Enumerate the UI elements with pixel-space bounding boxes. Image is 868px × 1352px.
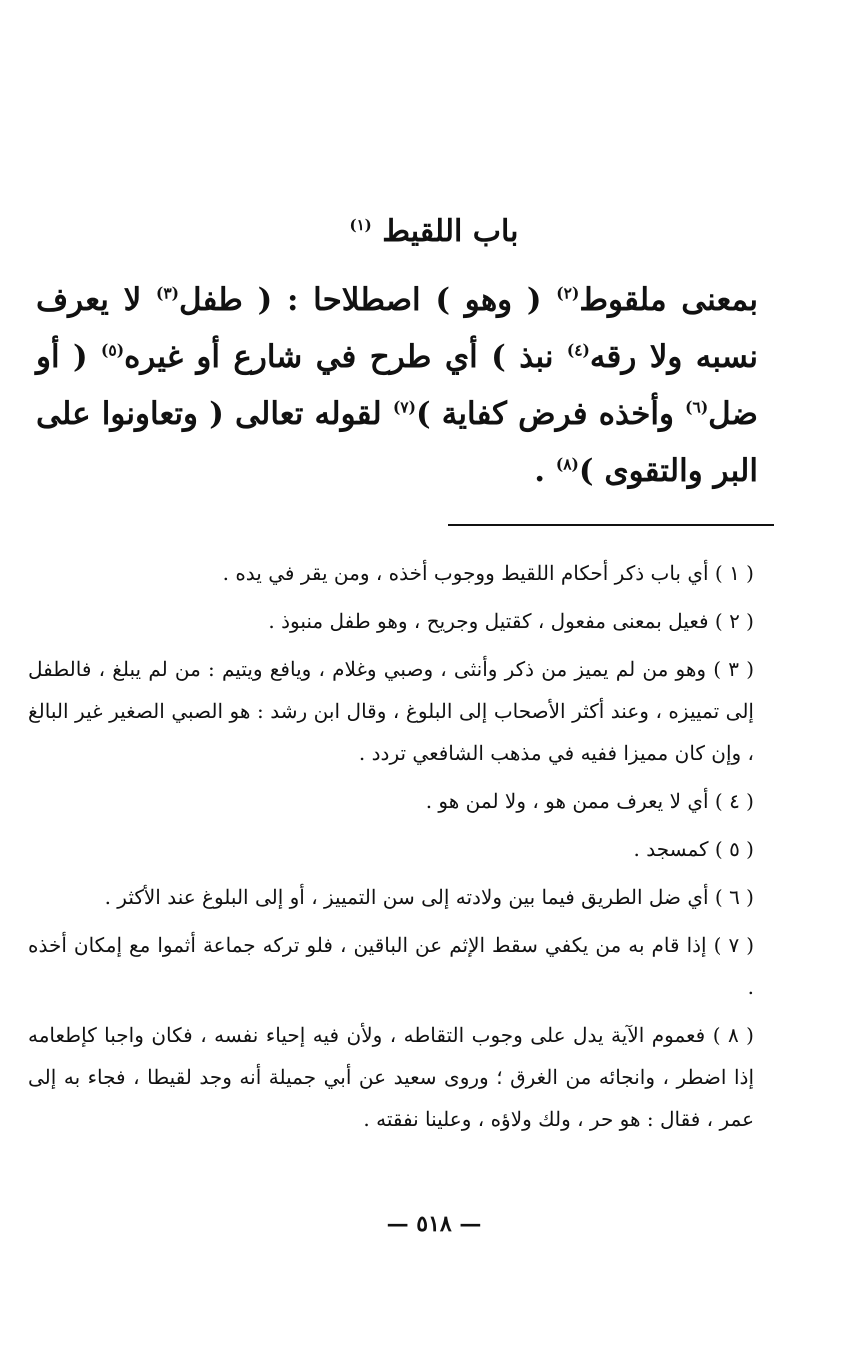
footnote-4: ( ٤ ) أي لا يعرف ممن هو ، ولا لمن هو . [425, 789, 754, 813]
footnote-7: ( ٧ ) إذا قام به من يكفي سقط الإثم عن الباقين ، فلو تركه جماعة أثموا مع إمكان أخذه . [28, 933, 754, 999]
footnotes [28, 552, 754, 1146]
main-segment: لا يعرف نسبه ولا رقه [36, 282, 759, 375]
note-ref: (٢) [556, 283, 580, 303]
main-segment: ( أو ضل [36, 339, 758, 432]
footnote-3: ( ٣ ) وهو من لم يميز من ذكر وأنثى ، وصبي وغلام ، ويافع ويتيم : من لم يبلغ ، فالطفل إلى تمييزه ، وعند أكثر الأصحاب إلى البلوغ ، وقال ابن رشد : هو الصبي الصغير غير البالغ ، وإن كان مميزا ففيه في مذهب الشافعي تردد . [28, 657, 754, 765]
footnote-1: ( ١ ) أي باب ذكر أحكام اللقيط ووجوب أخذه ، ومن يقر في يده . [222, 561, 754, 585]
footnote-5: ( ٥ ) كمسجد . [633, 837, 754, 861]
chapter-heading [0, 208, 868, 256]
main-segment: لقوله تعالى ( وتعاونوا على البر والتقوى ) [36, 396, 758, 489]
footnote-6: ( ٦ ) أي ضل الطريق فيما بين ولادته إلى سن التمييز ، أو إلى البلوغ عند الأكثر . [104, 885, 754, 909]
note-ref: (٦) [685, 397, 709, 417]
main-paragraph [36, 272, 758, 500]
note-ref: (٨) [555, 454, 579, 474]
main-segment: وأخذه فرض كفاية ) [415, 396, 686, 432]
main-text [36, 272, 758, 500]
main-segment: بمعنى ملقوط [579, 282, 758, 318]
page-number: — ٥١٨ — [386, 1211, 482, 1237]
main-segment: ( وهو ) اصطلاحا : ( طفل [179, 282, 557, 318]
footnote-separator [448, 524, 774, 526]
note-ref: (٧) [392, 397, 416, 417]
note-ref: (٣) [156, 283, 180, 303]
heading-note-ref: (١) [349, 216, 372, 234]
main-segment: . [534, 453, 556, 489]
footnote-8: ( ٨ ) فعموم الآية يدل على وجوب التقاطه ، ولأن فيه إحياء نفسه ، فكان واجبا كإطعامه إذا اضطر ، وانجائه من الغرق ؛ وروى سعيد عن أبي جميلة أنه وجد لقيطا ، فجاء به إلى عمر ، فقال : هو حر ، ولك ولاؤه ، وعلينا نفقته . [28, 1023, 755, 1131]
chapter-title: باب اللقيط [382, 214, 519, 249]
note-ref: (٤) [566, 340, 590, 360]
footnote-2: ( ٢ ) فعيل بمعنى مفعول ، كقتيل وجريح ، وهو طفل منبوذ . [268, 609, 754, 633]
note-ref: (٥) [101, 340, 125, 360]
main-segment: نبذ ) أي طرح في شارع أو غيره [124, 339, 567, 375]
